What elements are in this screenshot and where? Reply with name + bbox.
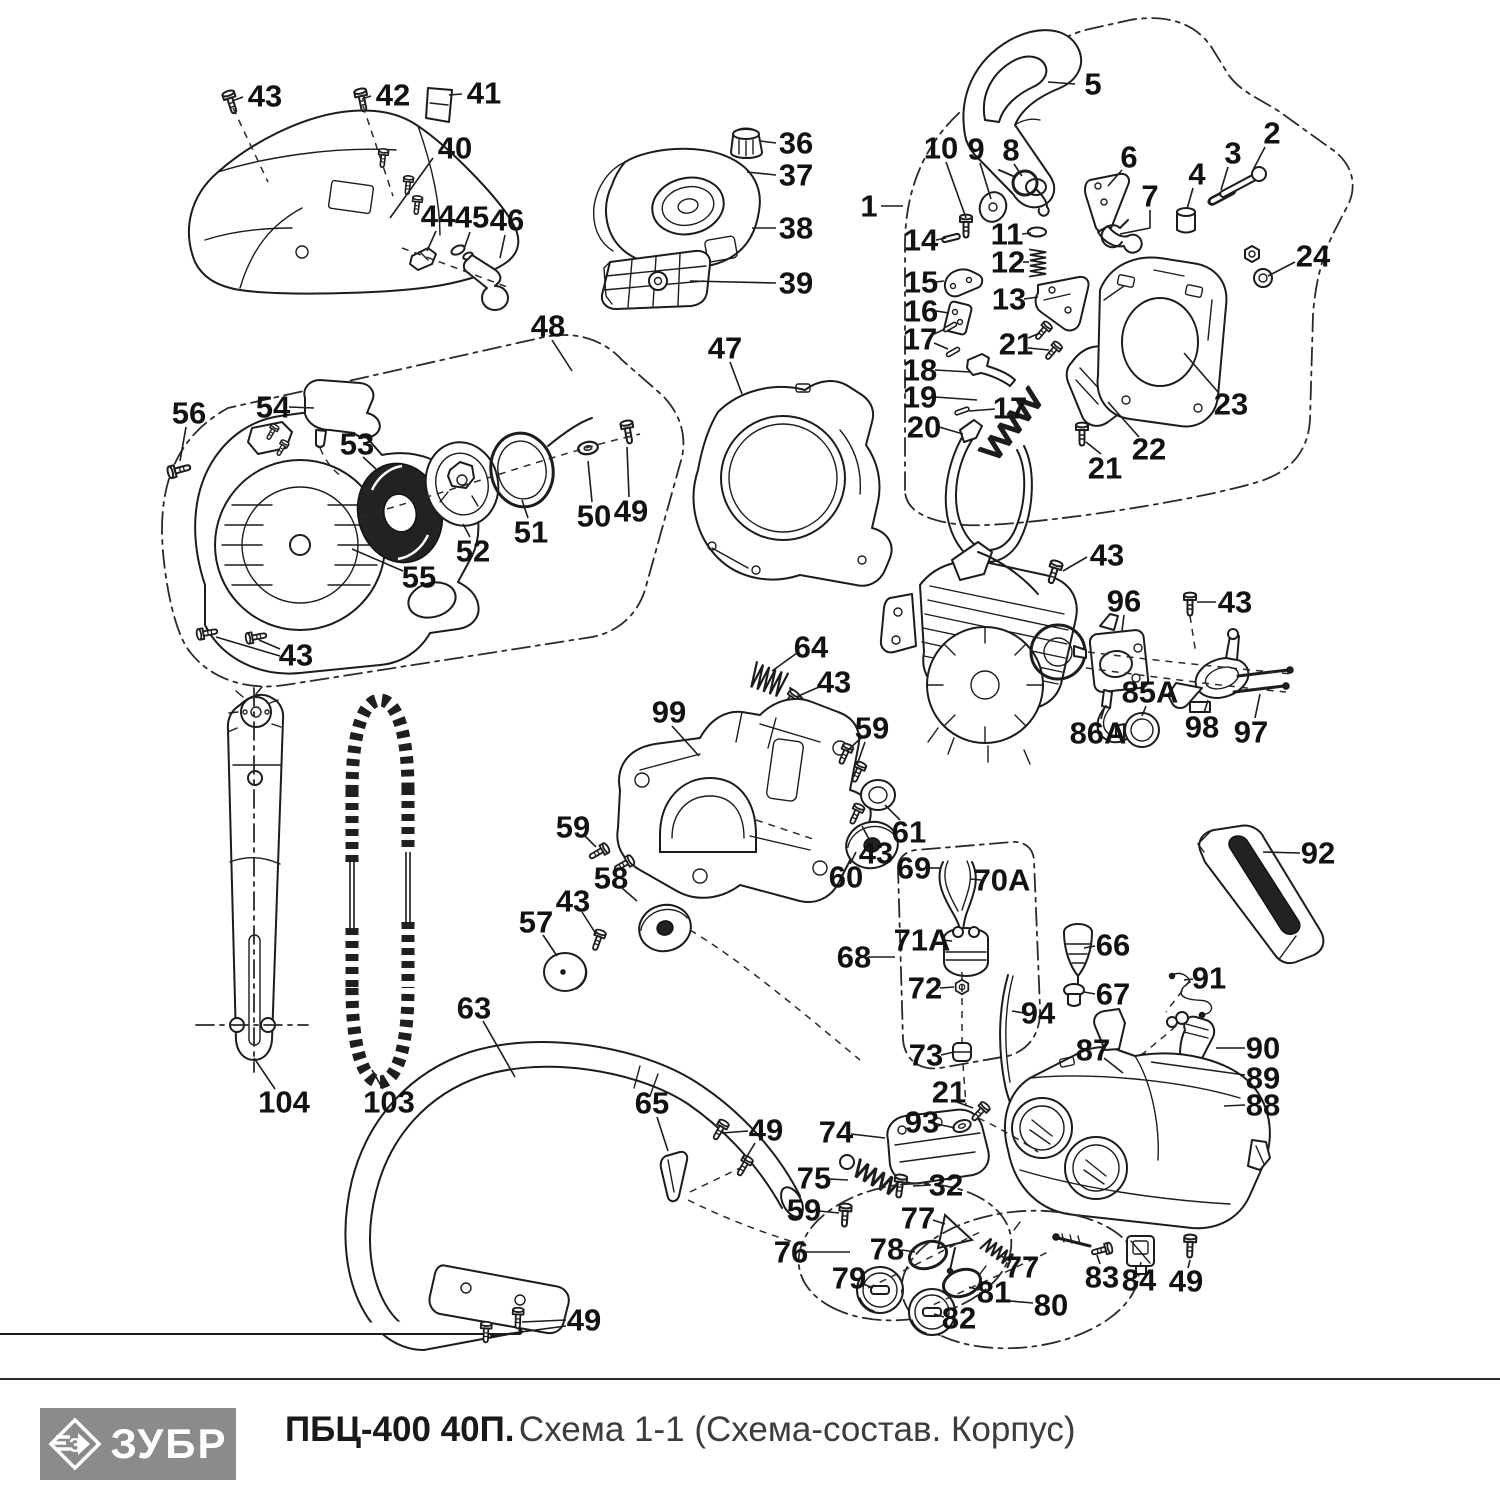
callout-38 — [752, 211, 813, 246]
svg-text:19: 19 — [902, 379, 938, 415]
svg-text:96: 96 — [1106, 583, 1142, 619]
svg-text:38: 38 — [778, 210, 814, 246]
callout-1 — [860, 189, 903, 224]
diagram-title — [285, 1410, 1076, 1450]
callout-71A — [894, 923, 952, 958]
svg-text:43: 43 — [858, 835, 894, 871]
svg-text:54: 54 — [255, 389, 291, 425]
callout-21 — [1086, 442, 1122, 486]
svg-text:92: 92 — [1300, 835, 1336, 871]
part-23-brake-cover-asm — [1098, 257, 1227, 426]
svg-text:61: 61 — [891, 814, 927, 850]
svg-text:9: 9 — [967, 131, 985, 167]
svg-text:79: 79 — [831, 1260, 867, 1296]
svg-text:73: 73 — [908, 1037, 944, 1073]
svg-text:37: 37 — [778, 157, 814, 193]
svg-text:71A: 71A — [893, 922, 951, 958]
part-61-plug — [861, 780, 895, 810]
callout-48 — [531, 309, 572, 372]
part-98-manifold — [1168, 629, 1254, 712]
svg-text:6: 6 — [1120, 139, 1138, 175]
part-39-air-filter — [602, 251, 710, 309]
svg-text:59: 59 — [786, 1192, 822, 1228]
svg-text:50: 50 — [576, 498, 612, 534]
svg-text:46: 46 — [489, 202, 525, 238]
callout-69 — [897, 851, 941, 886]
svg-text:44: 44 — [420, 198, 456, 234]
svg-text:66: 66 — [1095, 927, 1131, 963]
svg-text:4: 4 — [1188, 156, 1206, 192]
callout-24 — [1268, 239, 1331, 277]
callout-21 — [932, 1075, 973, 1110]
model-name: ПБЦ-400 40П. — [285, 1410, 515, 1449]
svg-text:16: 16 — [903, 293, 939, 329]
svg-text:56: 56 — [171, 395, 207, 431]
svg-text:75: 75 — [796, 1160, 832, 1196]
part-15-bracket — [945, 270, 982, 297]
svg-text:82: 82 — [941, 1300, 977, 1336]
callout-57 — [519, 905, 557, 957]
svg-text:77: 77 — [900, 1200, 936, 1236]
footer — [0, 1378, 1500, 1502]
svg-text:12: 12 — [990, 244, 1026, 280]
part-103-chain — [350, 700, 410, 1082]
part-58-buffer — [634, 899, 696, 957]
callout-85A — [1122, 675, 1179, 717]
part-20-brake-band — [946, 420, 1032, 562]
part-56-screw — [166, 461, 191, 479]
svg-text:91: 91 — [1191, 960, 1227, 996]
callout-80 — [1010, 1288, 1068, 1323]
svg-text:14: 14 — [903, 222, 939, 258]
callout-50 — [577, 461, 611, 534]
svg-text:17: 17 — [902, 321, 938, 357]
callout-4 — [1187, 157, 1206, 210]
callout-67 — [1084, 977, 1130, 1012]
svg-text:13: 13 — [991, 281, 1027, 317]
svg-text:43: 43 — [555, 883, 591, 919]
svg-text:36: 36 — [778, 125, 814, 161]
part-94-hose — [1000, 975, 1013, 1108]
svg-text:17: 17 — [992, 390, 1028, 426]
svg-text:39: 39 — [778, 265, 814, 301]
svg-text:52: 52 — [455, 533, 491, 569]
callout-59 — [556, 810, 596, 848]
callout-47 — [708, 331, 742, 395]
svg-text:85A: 85A — [1121, 674, 1179, 710]
svg-text:20: 20 — [906, 409, 942, 445]
callout-74 — [819, 1115, 885, 1150]
svg-text:51: 51 — [513, 514, 549, 550]
svg-text:43: 43 — [278, 637, 314, 673]
svg-text:41: 41 — [466, 75, 502, 111]
callout-65 — [635, 1086, 669, 1152]
callout-13 — [992, 282, 1038, 317]
svg-text:68: 68 — [836, 939, 872, 975]
callout-77 — [901, 1201, 945, 1236]
svg-text:74: 74 — [818, 1114, 854, 1150]
svg-text:93: 93 — [904, 1104, 940, 1140]
part-73-grommet — [953, 1043, 971, 1061]
svg-text:10: 10 — [923, 130, 959, 166]
svg-text:80: 80 — [1033, 1287, 1069, 1323]
svg-text:53: 53 — [339, 426, 375, 462]
svg-text:84: 84 — [1121, 1262, 1157, 1298]
svg-text:59: 59 — [854, 710, 890, 746]
callout-42 — [362, 78, 410, 113]
part-5-brake-handle — [963, 30, 1081, 207]
svg-text:72: 72 — [907, 970, 943, 1006]
svg-text:69: 69 — [896, 850, 932, 886]
callout-84 — [1122, 1262, 1157, 1298]
callout-73 — [909, 1038, 954, 1073]
svg-text:40: 40 — [437, 130, 473, 166]
callout-94 — [1012, 996, 1056, 1031]
callout-77 — [1001, 1250, 1039, 1285]
part-6-lever — [1085, 174, 1142, 253]
svg-text:65: 65 — [634, 1085, 670, 1121]
svg-text:88: 88 — [1245, 1087, 1281, 1123]
svg-text:81: 81 — [976, 1274, 1012, 1310]
screw-59-tank — [838, 1203, 852, 1227]
svg-text:70A: 70A — [973, 862, 1031, 898]
callout-14 — [904, 223, 946, 258]
svg-text:63: 63 — [456, 990, 492, 1026]
part-4-bushing — [1177, 208, 1195, 233]
callout-61 — [885, 805, 926, 850]
part-49a-screw — [620, 420, 636, 445]
svg-text:58: 58 — [593, 860, 629, 896]
svg-text:59: 59 — [555, 809, 591, 845]
svg-text:77: 77 — [1004, 1249, 1040, 1285]
logo-glyph: З — [69, 1435, 82, 1457]
screw-43-manifold — [1184, 593, 1196, 616]
callout-91 — [1184, 961, 1226, 996]
callout-17 — [969, 391, 1027, 426]
callout-20 — [907, 410, 963, 445]
svg-text:64: 64 — [793, 629, 829, 665]
part-10-screw — [960, 215, 972, 238]
callout-43 — [1063, 538, 1124, 573]
callout-12 — [991, 245, 1029, 280]
part-21-screws-upper — [1033, 320, 1063, 361]
brand-name: ЗУБР — [110, 1420, 228, 1467]
svg-text:43: 43 — [1089, 537, 1125, 573]
callout-43 — [796, 665, 851, 700]
svg-text:99: 99 — [651, 694, 687, 730]
svg-text:1: 1 — [860, 188, 878, 224]
callout-68 — [837, 940, 895, 975]
svg-text:83: 83 — [1084, 1259, 1120, 1295]
callout-10 — [924, 131, 966, 219]
svg-text:57: 57 — [518, 904, 554, 940]
svg-text:7: 7 — [1141, 178, 1159, 214]
part-65-strip — [661, 1152, 687, 1201]
callout-86A — [1070, 709, 1127, 751]
svg-text:15: 15 — [903, 264, 939, 300]
callout-83 — [1085, 1255, 1119, 1295]
svg-text:43: 43 — [1217, 584, 1253, 620]
callout-36 — [760, 126, 813, 161]
part-71A-fuel-filter — [944, 927, 988, 976]
part-104-guide-bar — [196, 687, 308, 1072]
svg-text:86A: 86A — [1069, 715, 1127, 751]
svg-text:3: 3 — [1224, 135, 1242, 171]
svg-text:48: 48 — [530, 308, 566, 344]
part-12-spring — [1030, 250, 1046, 277]
callout-41 — [449, 76, 501, 111]
svg-text:43: 43 — [816, 664, 852, 700]
part-24-nuts — [1245, 246, 1272, 287]
callout-49 — [614, 447, 648, 529]
svg-text:21: 21 — [931, 1074, 967, 1110]
svg-text:49: 49 — [566, 1302, 602, 1338]
callout-72 — [908, 971, 954, 1006]
svg-text:45: 45 — [454, 199, 490, 235]
svg-text:89: 89 — [1245, 1060, 1281, 1096]
part-47-fan-housing — [694, 381, 892, 586]
callout-78 — [870, 1232, 915, 1267]
brand-diamond-icon — [48, 1417, 102, 1471]
svg-text:5: 5 — [1084, 66, 1102, 102]
svg-text:2: 2 — [1263, 115, 1281, 151]
svg-text:98: 98 — [1184, 709, 1220, 745]
callout-70A — [970, 863, 1030, 898]
svg-text:76: 76 — [773, 1234, 809, 1270]
part-67-grommet — [1064, 984, 1084, 1006]
svg-text:24: 24 — [1295, 238, 1331, 274]
screw-43-topleft — [222, 89, 240, 114]
callout-49 — [1169, 1260, 1203, 1299]
part-83-rod-screw — [1053, 1234, 1113, 1258]
svg-text:11: 11 — [990, 216, 1024, 252]
part-38-filter-cover — [594, 149, 760, 268]
svg-text:94: 94 — [1020, 995, 1056, 1031]
screw-42 — [354, 88, 370, 113]
part-17b-pin — [955, 407, 970, 416]
screw-49-tank — [1184, 1234, 1197, 1257]
svg-text:78: 78 — [869, 1231, 905, 1267]
svg-text:49: 49 — [613, 493, 649, 529]
callout-104 — [254, 1058, 311, 1120]
callout-2 — [1253, 116, 1281, 171]
svg-text:21: 21 — [998, 326, 1034, 362]
brand-logo — [40, 1408, 236, 1480]
svg-text:97: 97 — [1233, 714, 1269, 750]
svg-text:104: 104 — [258, 1084, 310, 1120]
svg-text:55: 55 — [401, 559, 437, 595]
svg-text:32: 32 — [928, 1167, 964, 1203]
part-41-sticker — [426, 88, 452, 122]
callout-43 — [1197, 585, 1252, 620]
svg-text:21: 21 — [1087, 450, 1123, 486]
svg-text:90: 90 — [1245, 1030, 1281, 1066]
svg-text:47: 47 — [707, 330, 743, 366]
screw-43-58 — [589, 929, 606, 952]
svg-text:87: 87 — [1075, 1032, 1111, 1068]
svg-text:18: 18 — [902, 352, 938, 388]
svg-text:67: 67 — [1095, 976, 1131, 1012]
part-87-tank-housing — [1005, 1009, 1270, 1228]
callout-43 — [232, 79, 282, 114]
svg-text:8: 8 — [1002, 132, 1020, 168]
svg-text:43: 43 — [247, 78, 283, 114]
svg-text:49: 49 — [1168, 1263, 1204, 1299]
callout-63 — [457, 991, 515, 1078]
schema-subtitle: Схема 1-1 (Схема-состав. Корпус) — [518, 1410, 1076, 1449]
svg-text:49: 49 — [748, 1112, 784, 1148]
part-57-cap — [544, 953, 587, 991]
svg-text:42: 42 — [375, 77, 411, 113]
callout-56 — [172, 396, 206, 462]
svg-text:60: 60 — [828, 859, 864, 895]
callout-97 — [1234, 694, 1268, 750]
svg-text:23: 23 — [1213, 386, 1249, 422]
part-36-knob — [731, 129, 762, 159]
part-66-oil-worm — [1064, 924, 1092, 988]
callout-43 — [556, 884, 596, 935]
svg-text:103: 103 — [363, 1084, 415, 1120]
callout-17 — [903, 322, 948, 357]
svg-text:22: 22 — [1131, 431, 1167, 467]
part-11-oval — [1028, 228, 1046, 237]
